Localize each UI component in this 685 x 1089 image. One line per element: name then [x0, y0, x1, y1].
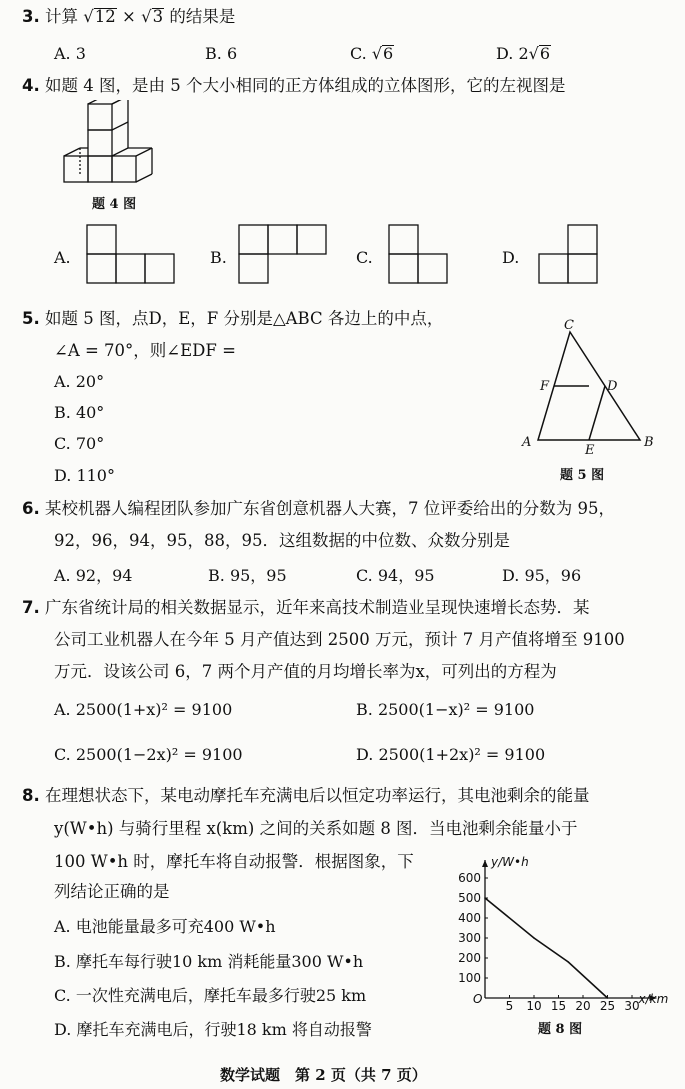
- q7-option-b: [356, 700, 534, 719]
- option-letter: B.: [54, 952, 71, 971]
- q3-number: 3.: [22, 7, 40, 26]
- x-tick-label: 20: [575, 999, 591, 1013]
- y-axis-label: y/W•h: [491, 855, 529, 869]
- segment-de: [589, 386, 605, 440]
- y-tick-label: 200: [458, 951, 481, 965]
- x-tick-label: 30: [624, 999, 640, 1013]
- q8-number: 8.: [22, 786, 40, 805]
- option-letter: C.: [54, 434, 71, 453]
- q8-option-d: [54, 1017, 372, 1040]
- option-letter: B.: [54, 403, 71, 422]
- point-label-d: D: [607, 379, 618, 394]
- q7-stem-2: 公司工业机器人在今年 5 月产值达到 2500 万元，预计 7 月产值将增至 9100: [54, 630, 625, 649]
- y-tick-label: 600: [458, 871, 481, 885]
- option-value: 95，96: [524, 566, 582, 585]
- option-value: 110°: [76, 466, 115, 485]
- option-value: 6: [226, 44, 238, 63]
- q5-triangle-figure: [512, 318, 662, 458]
- option-letter: D.: [54, 1020, 72, 1039]
- option-value: 摩托车每行驶10 km 消耗能量300 W•h: [75, 952, 364, 971]
- page-footer: 数学试题 第 2 页（共 7 页）: [220, 1066, 427, 1084]
- q5-caption: 题 5 图: [560, 468, 605, 483]
- q5-number: 5.: [22, 309, 40, 328]
- point-label-a: A: [522, 435, 532, 450]
- q7-option-d: [356, 745, 545, 764]
- q4-option-a-figure: [86, 224, 176, 286]
- q3-option-b: [205, 44, 237, 63]
- option-value: 摩托车充满电后，行驶18 km 将自动报警: [76, 1020, 372, 1039]
- q4-stem-text: 如题 4 图，是由 5 个大小相同的正方体组成的立体图形，它的左视图是: [45, 76, 566, 95]
- q8-energy-chart: [445, 848, 675, 1018]
- q5-option-d: [54, 466, 115, 485]
- option-value: 3: [75, 44, 86, 63]
- x-tick-label: 25: [599, 999, 616, 1013]
- option-letter: A.: [54, 700, 71, 719]
- option-letter: D.: [356, 745, 374, 764]
- option-value: 6: [539, 44, 551, 63]
- q4-option-b-figure: [238, 224, 328, 286]
- option-letter: C.: [350, 44, 367, 63]
- point-label-f: F: [540, 379, 550, 394]
- option-value: 2500(1+x)² = 9100: [75, 700, 233, 719]
- q5-option-b: [54, 403, 104, 422]
- option-letter: A.: [54, 372, 71, 391]
- q3-radicand-1: 12: [94, 7, 116, 26]
- x-axis-label: x/km: [638, 992, 669, 1006]
- q4-caption: 题 4 图: [92, 197, 137, 212]
- y-tick-label: 400: [458, 911, 481, 925]
- q3-option-d: D. 2√6: [496, 44, 551, 63]
- option-value: 92，94: [75, 566, 133, 585]
- option-value: 70°: [75, 434, 105, 453]
- q7-stem-text-1: 广东省统计局的相关数据显示，近年来高技术制造业呈现快速增长态势．某: [45, 598, 590, 617]
- q4-option-d-figure: [538, 224, 600, 286]
- q5-option-a: [54, 372, 104, 391]
- q4-option-d-letter: D.: [502, 248, 520, 267]
- q3-stem-suffix: 的结果是: [169, 7, 236, 26]
- option-letter: A.: [54, 917, 71, 936]
- option-letter: B.: [205, 44, 222, 63]
- q5-stem-text-1: 如题 5 图，点D，E，F 分别是△ABC 各边上的中点，: [45, 309, 444, 328]
- data-point: [568, 961, 570, 963]
- option-letter: C.: [54, 745, 71, 764]
- x-tick-label: 5: [505, 999, 514, 1013]
- option-value: 一次性充满电后，摩托车最多行驶25 km: [75, 986, 367, 1005]
- option-letter: C.: [54, 986, 71, 1005]
- q7-stem-1: [22, 597, 590, 619]
- q8-option-a: [54, 914, 276, 937]
- option-coef: 2: [518, 44, 529, 63]
- q8-stem-1: [22, 785, 590, 807]
- option-value: 20°: [75, 372, 105, 391]
- q3-radicand-2: 3: [152, 7, 164, 26]
- option-letter: B.: [356, 700, 373, 719]
- y-tick-label: 100: [458, 971, 481, 985]
- origin-label: O: [473, 992, 483, 1006]
- y-tick-label: 300: [458, 931, 481, 945]
- option-value: 2500(1−2x)² = 9100: [75, 745, 243, 764]
- q6-option-c: [356, 563, 435, 586]
- option-value: 40°: [75, 403, 105, 422]
- q6-number: 6.: [22, 499, 40, 518]
- option-value: 94，95: [377, 566, 435, 585]
- q4-solid-figure: [58, 100, 168, 192]
- q5-stem-2: ∠A = 70°，则∠EDF =: [54, 341, 236, 360]
- q5-option-c: [54, 434, 104, 453]
- q6-option-d: [502, 563, 581, 586]
- data-point: [533, 937, 535, 939]
- q3-times: ×: [122, 7, 136, 26]
- point-label-c: C: [564, 318, 574, 333]
- q4-option-b-letter: B.: [210, 248, 227, 267]
- q3-option-a: [54, 44, 86, 63]
- data-point: [484, 897, 486, 899]
- option-letter: C.: [356, 566, 373, 585]
- option-letter: D.: [502, 566, 520, 585]
- q8-stem-4: 列结论正确的是: [54, 882, 170, 901]
- option-letter: D.: [496, 44, 514, 63]
- point-label-b: B: [644, 435, 654, 450]
- option-value: 2500(1−x)² = 9100: [377, 700, 535, 719]
- q4-stem: [22, 75, 565, 97]
- y-tick-label: 500: [458, 891, 481, 905]
- data-point: [607, 997, 609, 999]
- q6-stem-1: [22, 498, 615, 520]
- q7-option-c: [54, 745, 243, 764]
- option-letter: A.: [54, 566, 71, 585]
- q8-stem-2: y(W•h) 与骑行里程 x(km) 之间的关系如题 8 图．当电池剩余能量小于: [54, 819, 578, 838]
- q4-number: 4.: [22, 76, 40, 95]
- q6-stem-text-1: 某校机器人编程团队参加广东省创意机器人大赛，7 位评委给出的分数为 95，: [45, 499, 615, 518]
- q8-caption: 题 8 图: [538, 1022, 583, 1037]
- q4-option-c-letter: C.: [356, 248, 373, 267]
- point-label-e: E: [585, 443, 595, 458]
- q7-option-a: [54, 700, 232, 719]
- y-axis-arrow: [482, 860, 488, 867]
- q7-stem-3: 万元．设该公司 6，7 两个月产值的月均增长率为x，可列出的方程为: [54, 662, 557, 681]
- q4-option-c-figure: [388, 224, 450, 286]
- q8-stem-3: 100 W•h 时，摩托车将自动报警．根据图象，下: [54, 852, 414, 871]
- x-tick-label: 15: [550, 999, 567, 1013]
- option-value: 电池能量最多可充400 W•h: [75, 917, 276, 936]
- q5-stem-1: [22, 308, 443, 330]
- q6-option-b: [208, 563, 287, 586]
- option-letter: A.: [54, 44, 71, 63]
- q6-option-a: [54, 563, 132, 586]
- energy-series-line: [485, 898, 608, 998]
- q8-option-b: [54, 949, 363, 972]
- option-letter: B.: [208, 566, 225, 585]
- option-value: 2500(1+2x)² = 9100: [378, 745, 546, 764]
- q3-stem-prefix: 计算: [45, 7, 78, 26]
- q4-option-a-letter: A.: [54, 248, 71, 267]
- option-value: 95，95: [229, 566, 287, 585]
- q7-number: 7.: [22, 598, 40, 617]
- option-value: 6: [383, 44, 394, 63]
- q3-option-c: C. √6: [350, 44, 394, 63]
- q6-stem-2: 92，96，94，95，88，95．这组数据的中位数、众数分别是: [54, 531, 510, 550]
- q8-option-c: [54, 983, 366, 1006]
- q3-stem: 3. 计算 √12 × √3 的结果是: [22, 7, 236, 26]
- option-letter: D.: [54, 466, 72, 485]
- q8-stem-text-1: 在理想状态下，某电动摩托车充满电后以恒定功率运行，其电池剩余的能量: [45, 786, 590, 805]
- x-tick-label: 10: [526, 999, 542, 1013]
